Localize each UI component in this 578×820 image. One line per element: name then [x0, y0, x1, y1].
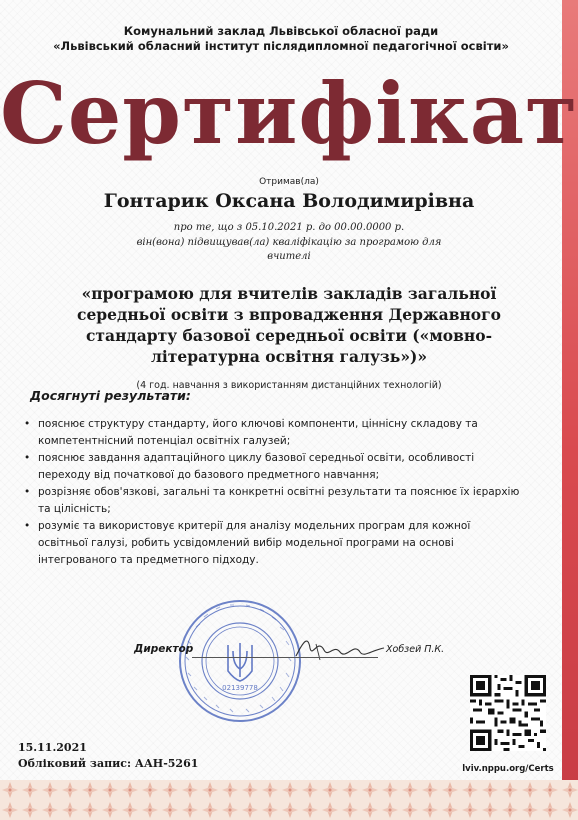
bullet-icon: •: [24, 418, 31, 430]
certificate-title: Сертифікат: [0, 64, 578, 163]
list-item: • пояснює завдання адаптаційного циклу базової середньої освіти, особливості переходу від початкової до базового предметного навчання;: [24, 452, 475, 481]
results-list: [22, 416, 522, 569]
organization-name-line2: «Львівський обласний інститут післядипломної педагогічної освіти»: [53, 39, 509, 53]
bullet-icon: •: [24, 452, 31, 464]
bullet-icon: •: [24, 520, 31, 532]
signature-line: [192, 657, 378, 658]
training-period: про те, що з 05.10.2021 р. до 00.00.0000 р.: [173, 222, 405, 233]
recipient-name: Гонтарик Оксана Володимирівна: [103, 190, 475, 212]
issue-date: 15.11.2021: [18, 741, 87, 754]
record-id: [18, 757, 198, 770]
qr-code-icon: [470, 675, 546, 751]
bullet-icon: •: [24, 486, 31, 498]
list-item: • розуміє та використовує критерії для аналізу модельних програм для кожної освітньої галузі, робить усвідомлений вибір модельної програми на основі інтегрованого та предметного підходу.: [24, 520, 471, 566]
results-heading: Досягнуті результати:: [30, 388, 191, 403]
list-item: • розрізняє обов'язкові, загальні та конкретні освітні результати та пояснює їх ієрархію та цілісність;: [24, 486, 520, 515]
director-name: Хобзей П.К.: [386, 644, 445, 655]
record-label: Обліковий запис:: [18, 757, 132, 770]
qualification-statement-line2: вчителі: [267, 251, 311, 262]
director-signature: [290, 630, 390, 666]
program-title: «програмою для вчителів закладів загальної середньої освіти з впровадження Державного стандарту базової середньої освіти («мовно-літературна освітня галузь»)»: [77, 284, 501, 366]
record-value: ААН-5261: [134, 757, 199, 770]
program-hours: (4 год. навчання з використанням дистанційних технологій): [136, 380, 442, 391]
organization-name-line1: Комунальний заклад Львівської обласної ради: [123, 24, 439, 38]
ornament-pattern: [0, 780, 578, 820]
director-label: Директор: [134, 643, 194, 655]
seal-number: 02139778: [222, 684, 258, 692]
official-seal-stamp: [176, 597, 304, 725]
received-label: Отримав(ла): [259, 177, 319, 187]
decorative-bottom-band: [0, 780, 578, 820]
verification-url: lviv.nppu.org/Certs: [462, 764, 554, 774]
list-item: • пояснює структуру стандарту, його ключові компоненти, ціннісну складову та компетентнісний потенціал освітніх галузей;: [24, 418, 478, 447]
qualification-statement-line1: він(вона) підвищував(ла) кваліфікацію за програмою для: [136, 237, 442, 248]
